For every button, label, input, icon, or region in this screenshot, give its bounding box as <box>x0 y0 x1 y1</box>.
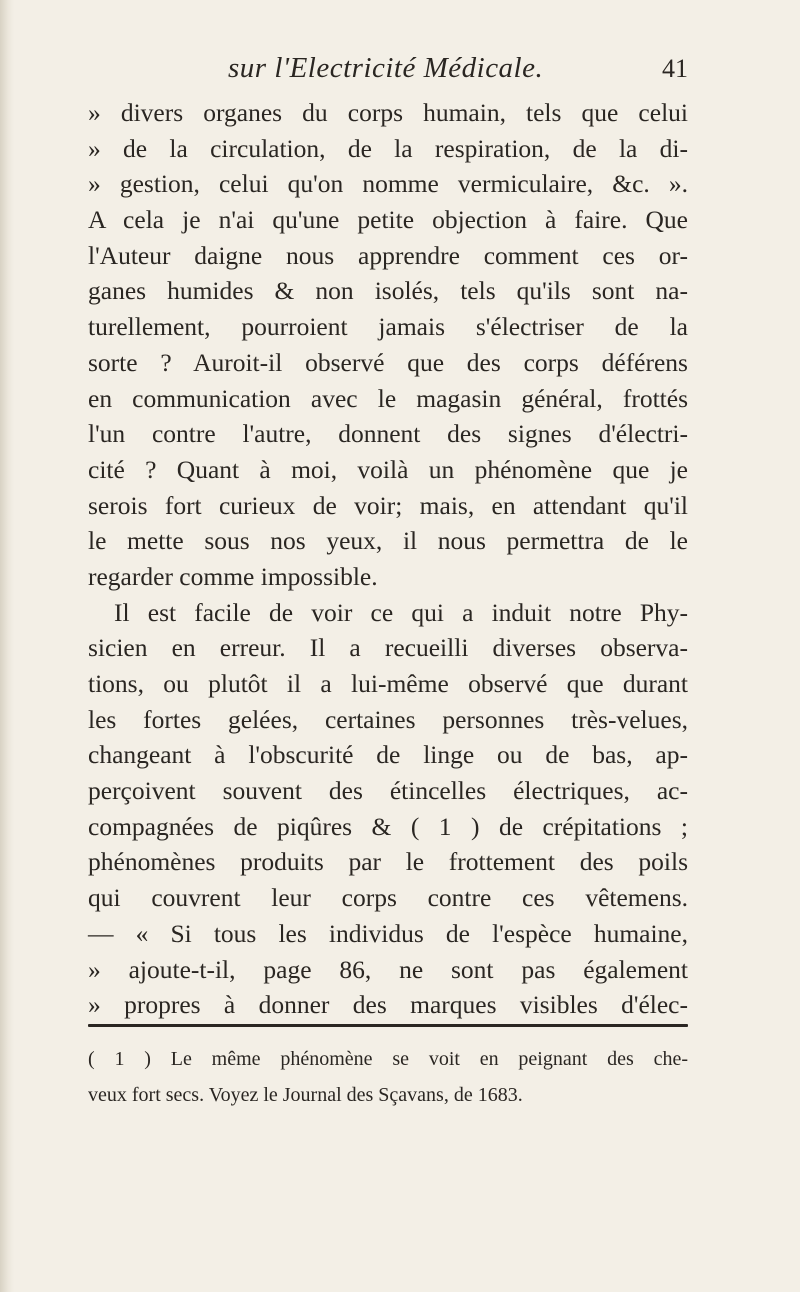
page-header <box>88 52 688 96</box>
footnote-rule <box>88 1024 688 1027</box>
footnote-line: veux fort secs. Voyez le Journal des Sçavans, de 1683. <box>88 1083 523 1106</box>
text-line: sorte ? Auroit-il observé que des corps déférens <box>88 347 688 377</box>
text-line: » propres à donner des marques visibles d'élec- <box>88 990 688 1020</box>
text-line: ganes humides & non isolés, tels qu'ils sont na- <box>88 276 688 306</box>
text-line: compagnées de piqûres & ( 1 ) de crépitations ; <box>88 811 688 841</box>
text-line: phénomènes produits par le frottement des poils <box>88 847 688 877</box>
footnote <box>88 1044 688 1115</box>
text-line: Il est facile de voir ce qui a induit notre Phy- <box>114 597 688 627</box>
text-line: sicien en erreur. Il a recueilli diverses observa- <box>88 633 688 663</box>
text-line: regarder comme impossible. <box>88 561 378 591</box>
text-line: — « Si tous les individus de l'espèce humaine, <box>88 918 688 948</box>
text-line: l'un contre l'autre, donnent des signes d'électri- <box>88 419 688 449</box>
text-line: » ajoute-t-il, page 86, ne sont pas également <box>88 954 688 984</box>
text-line: turellement, pourroient jamais s'électriser de la <box>88 312 688 342</box>
body-text <box>88 95 688 1023</box>
text-line: changeant à l'obscurité de linge ou de bas, ap- <box>88 740 688 770</box>
page-binding-edge <box>0 0 14 1292</box>
text-line: le mette sous nos yeux, il nous permettra de le <box>88 526 688 556</box>
running-title: sur l'Electricité Médicale. <box>228 52 544 84</box>
text-line: les fortes gelées, certaines personnes très-velues, <box>88 704 688 734</box>
text-line: » gestion, celui qu'on nomme vermiculaire, &c. ». <box>88 169 688 199</box>
text-line: en communication avec le magasin général, frottés <box>88 383 688 413</box>
text-line: » de la circulation, de la respiration, de la di- <box>88 133 688 163</box>
text-line: qui couvrent leur corps contre ces vêtemens. <box>88 883 688 913</box>
text-line: A cela je n'ai qu'une petite objection à faire. Que <box>88 205 688 235</box>
text-line: cité ? Quant à moi, voilà un phénomène que je <box>88 454 688 484</box>
text-line: serois fort curieux de voir; mais, en attendant qu'il <box>88 490 688 520</box>
page-number: 41 <box>662 54 688 83</box>
text-line: l'Auteur daigne nous apprendre comment ces or- <box>88 240 688 270</box>
text-line: perçoivent souvent des étincelles électriques, ac- <box>88 776 688 806</box>
footnote-line: ( 1 ) Le même phénomène se voit en peignant des che- <box>88 1048 688 1070</box>
text-line: tions, ou plutôt il a lui-même observé que durant <box>88 669 688 698</box>
text-line: » divers organes du corps humain, tels que celui <box>88 98 688 127</box>
